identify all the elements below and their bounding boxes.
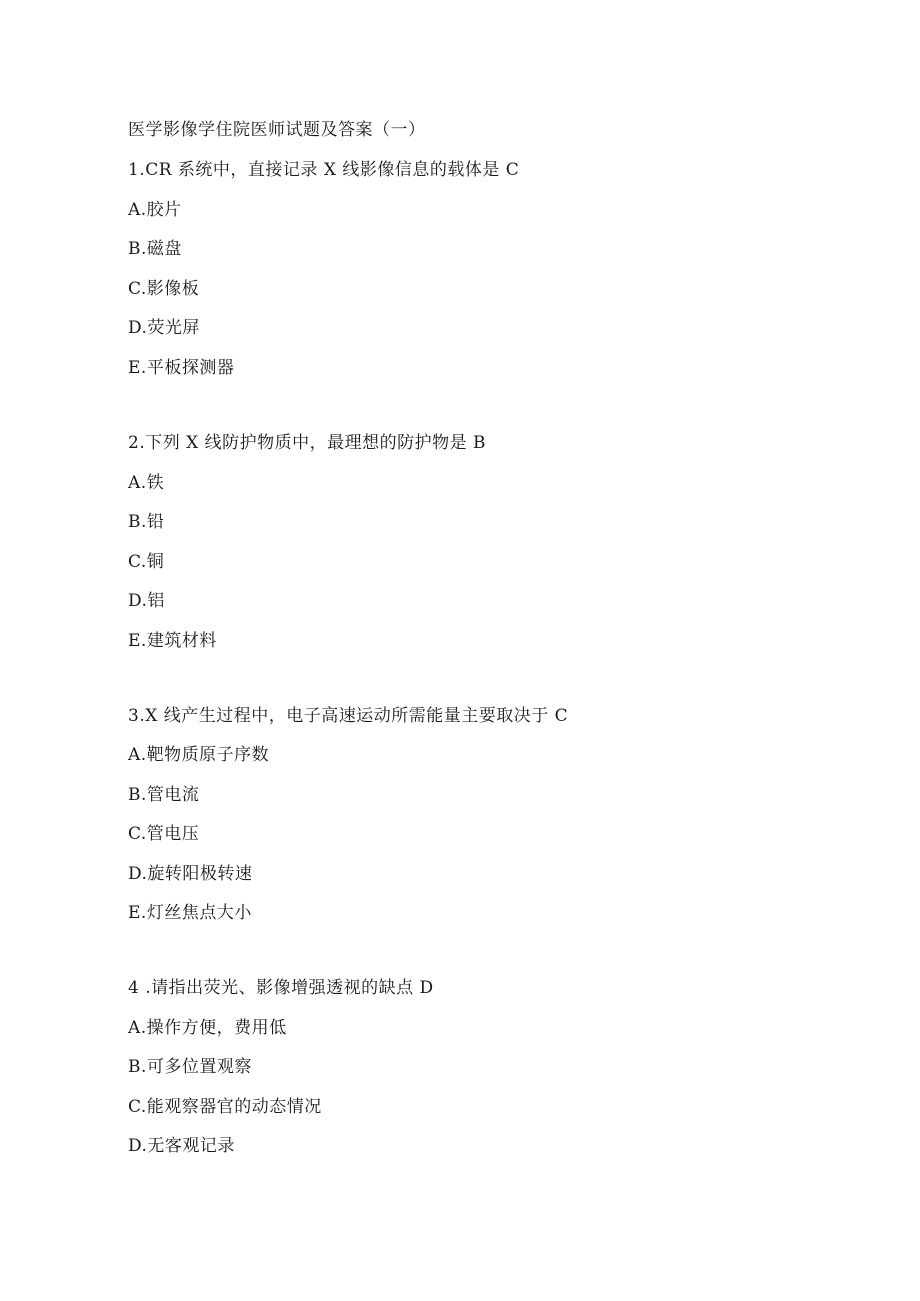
question-1-option-e: E.平板探测器: [128, 358, 235, 378]
question-3-option-e: E.灯丝焦点大小: [128, 903, 252, 923]
question-2-option-d: D.铝: [128, 591, 165, 611]
question-2-stem: 2.下列 X 线防护物质中，最理想的防护物是 B: [128, 433, 487, 453]
question-2-option-b: B.铅: [128, 512, 165, 532]
question-3-stem: 3.X 线产生过程中，电子高速运动所需能量主要取决于 C: [128, 706, 569, 726]
question-4-option-b: B.可多位置观察: [128, 1057, 252, 1077]
question-1-option-d: D.荧光屏: [128, 318, 200, 338]
question-3-option-d: D.旋转阳极转速: [128, 864, 253, 884]
question-4-option-c: C.能观察器官的动态情况: [128, 1097, 322, 1117]
question-3-option-b: B.管电流: [128, 785, 200, 805]
question-3-option-c: C.管电压: [128, 824, 200, 844]
question-2-option-c: C.铜: [128, 552, 165, 572]
question-1-option-a: A.胶片: [128, 200, 182, 220]
question-1-stem: 1.CR 系统中，直接记录 X 线影像信息的载体是 C: [128, 160, 520, 180]
question-2-option-a: A.铁: [128, 473, 165, 493]
question-3-option-a: A.靶物质原子序数: [128, 745, 270, 765]
question-2-option-e: E.建筑材料: [128, 631, 217, 651]
document-title: 医学影像学住院医师试题及答案（一）: [128, 120, 426, 140]
question-4-option-d: D.无客观记录: [128, 1136, 235, 1156]
question-4-stem: 4 .请指出荧光、影像增强透视的缺点 D: [128, 978, 434, 998]
question-1-option-c: C.影像板: [128, 279, 200, 299]
question-1-option-b: B.磁盘: [128, 239, 182, 259]
question-4-option-a: A.操作方便，费用低: [128, 1018, 287, 1038]
